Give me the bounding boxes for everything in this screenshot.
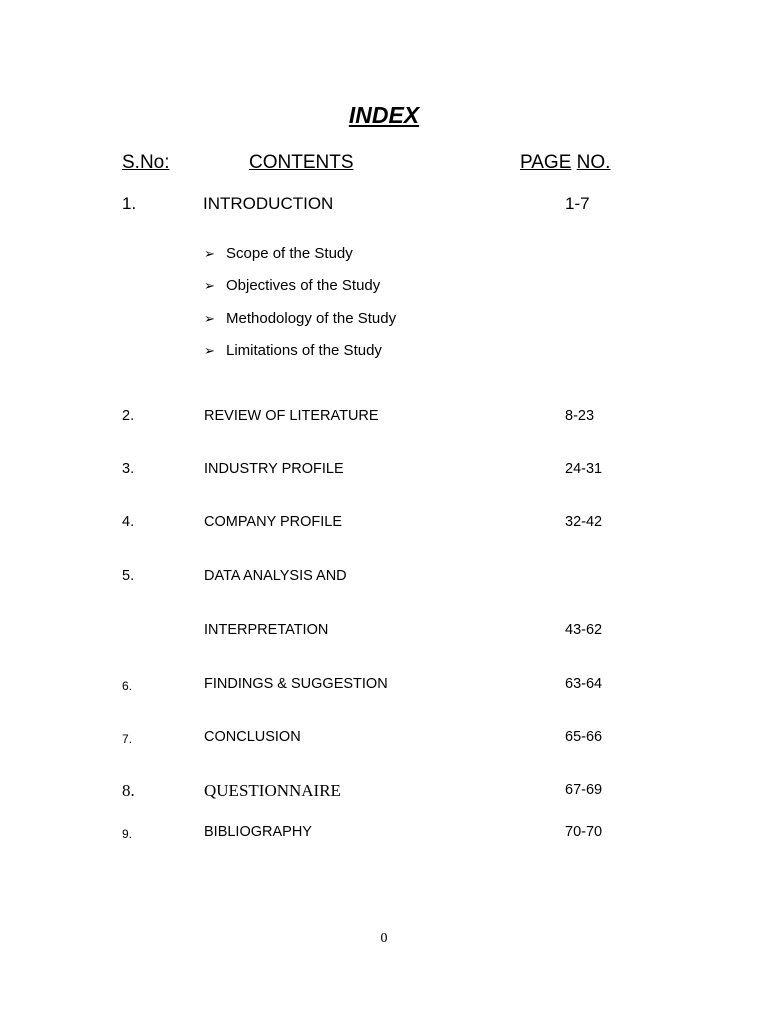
subitem-limitations (204, 342, 382, 359)
row-2-content: REVIEW OF LITERATURE (204, 408, 379, 424)
row-8-sno: 8. (122, 781, 135, 800)
subitem-methodology (204, 310, 396, 327)
row-3-page: 24-31 (565, 461, 603, 477)
row-4-page: 32-42 (565, 514, 603, 530)
row-9-page: 70-70 (565, 824, 603, 840)
row-7-sno: 7. (122, 732, 133, 746)
page-title: INDEX (348, 102, 420, 128)
subitem-objectives (204, 277, 380, 294)
row-5-sno: 5. (122, 568, 135, 584)
row-4-sno: 4. (122, 514, 135, 530)
row-9-sno: 9. (122, 827, 133, 841)
row-8-content: QUESTIONNAIRE (204, 781, 341, 800)
row-2-sno: 2. (122, 408, 135, 424)
subitem-scope (204, 245, 353, 262)
subitem-label: Limitations of the Study (226, 342, 382, 359)
arrow-bullet-icon: ➢ (204, 246, 215, 261)
footer-page-number: 0 (380, 931, 388, 946)
row-5-content: DATA ANALYSIS AND (204, 568, 347, 584)
subitem-label: Objectives of the Study (226, 277, 381, 294)
row-7-page: 65-66 (565, 729, 603, 745)
subitem-label: Methodology of the Study (226, 310, 397, 327)
row-5-page: 43-62 (565, 622, 603, 638)
row-8-page: 67-69 (565, 782, 603, 798)
row-3-sno: 3. (122, 461, 135, 477)
row-2-page: 8-23 (565, 408, 595, 424)
row-9-content: BIBLIOGRAPHY (204, 824, 312, 840)
row-1-content: INTRODUCTION (203, 194, 334, 213)
arrow-bullet-icon: ➢ (204, 278, 215, 293)
no-header-word: NO. (576, 152, 611, 173)
arrow-bullet-icon: ➢ (204, 311, 215, 326)
row-3-content: INDUSTRY PROFILE (204, 461, 344, 477)
sno-header: S.No: (122, 152, 170, 173)
subitem-label: Scope of the Study (226, 245, 353, 262)
row-1-sno: 1. (122, 194, 137, 213)
row-6-sno: 6. (122, 679, 133, 693)
contents-header: CONTENTS (249, 152, 354, 173)
arrow-bullet-icon: ➢ (204, 343, 215, 358)
page-header-word: PAGE (520, 152, 572, 173)
row-1-page: 1-7 (565, 194, 590, 213)
row-7-content: CONCLUSION (204, 729, 301, 745)
row-5-content-line2: INTERPRETATION (204, 622, 329, 638)
page-no-header (520, 152, 610, 174)
row-6-content: FINDINGS & SUGGESTION (204, 676, 388, 692)
row-6-page: 63-64 (565, 676, 603, 692)
row-4-content: COMPANY PROFILE (204, 514, 343, 530)
